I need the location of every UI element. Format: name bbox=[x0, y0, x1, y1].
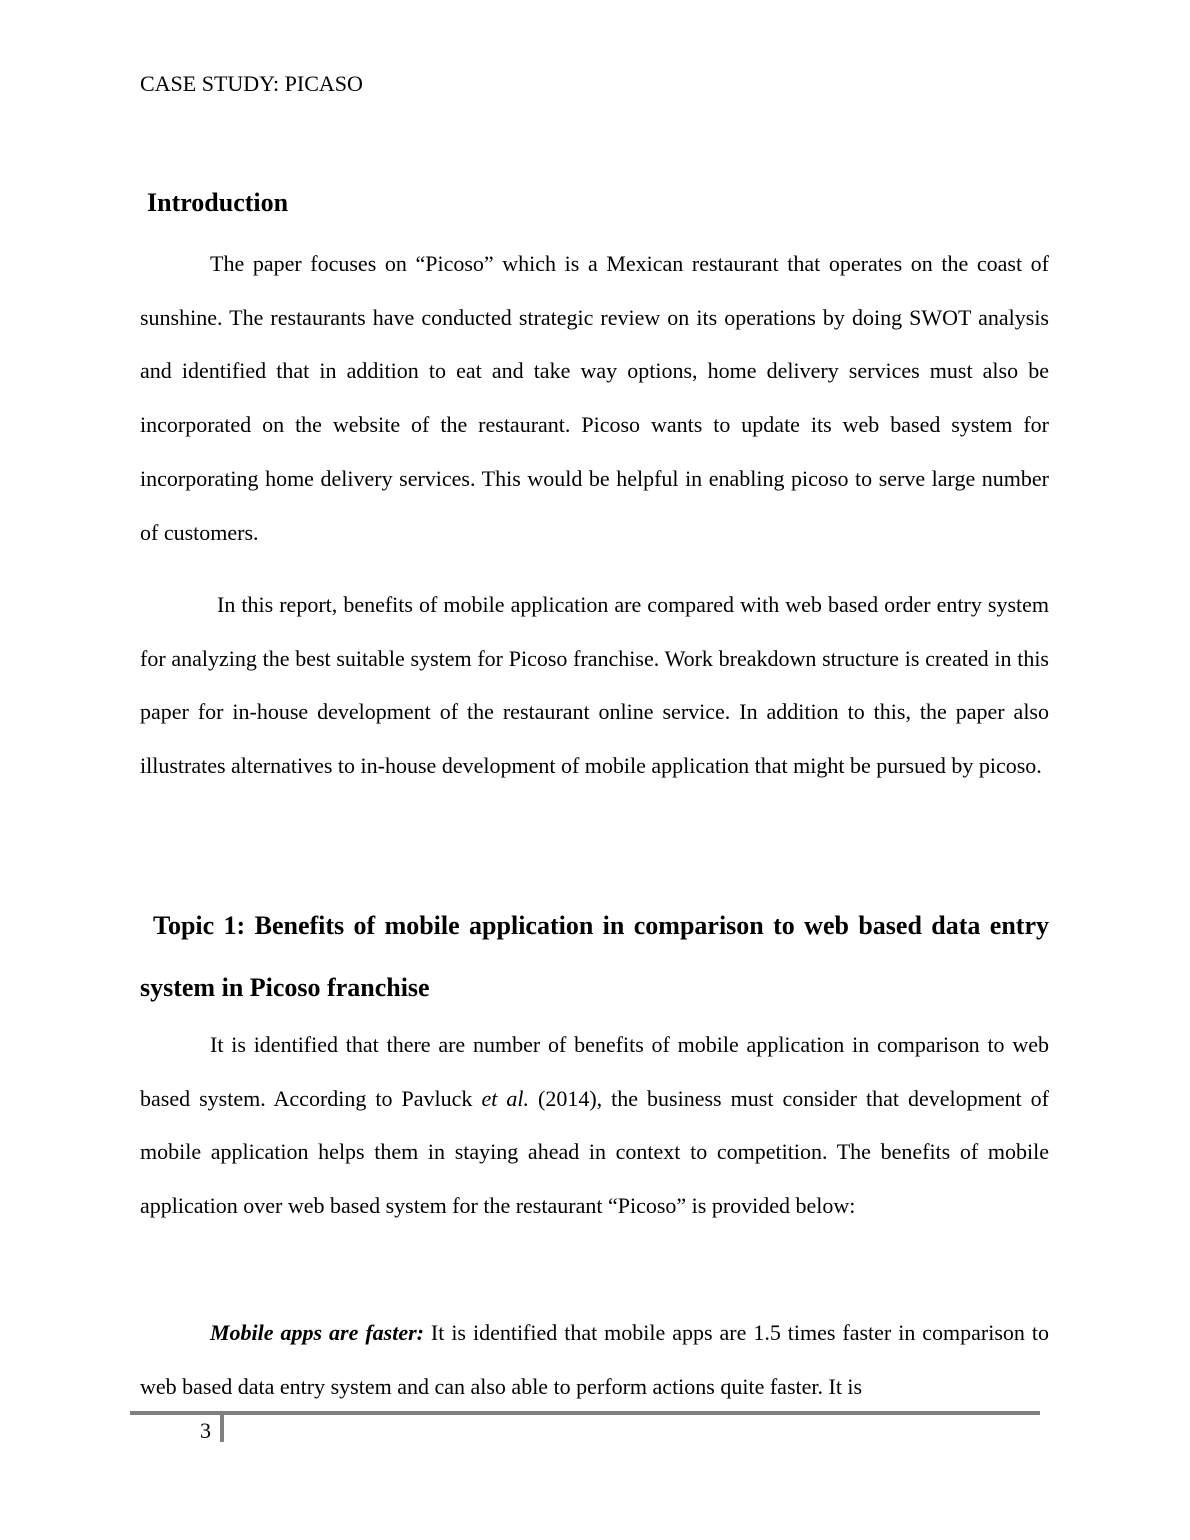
footer-rule bbox=[130, 1411, 1040, 1415]
mobile-apps-faster-point bbox=[140, 1306, 1049, 1413]
topic-1-paragraph-1-end: (2014), the business must consider that development of mobile application helps them in staying ahead in context to competition. The benefits of mobile application over web based system for the restaurant “Picoso” is provided below: bbox=[140, 1085, 1049, 1219]
running-head: CASE STUDY: PICASO bbox=[140, 71, 363, 96]
footer-page-bar bbox=[220, 1414, 224, 1442]
citation-et-al: et al. bbox=[481, 1085, 529, 1111]
intro-paragraph-1: The paper focuses on “Picoso” which is a Mexican restaurant that operates on the coast of sunshine. The restaurants have conducted strategic review on its operations by doing SWOT analysis and identified that in addition to eat and take way options, home delivery services must also be incorporated on the website of the restaurant. Picoso wants to update its web based system for incorporating home delivery services. This would be helpful in enabling picoso to serve large number of customers. bbox=[140, 251, 1049, 545]
intro-paragraph-2-text: In this report, benefits of mobile application are compared with web based order entry system for analyzing the best suitable system for Picoso franchise. Work breakdown structure is created in this paper for in-house development of the restaurant online service. In addition to this, the paper also illustrates alternatives to in-house development of mobile application that might be pursued by picoso. bbox=[140, 592, 1049, 779]
point-label: Mobile apps are faster: bbox=[210, 1320, 424, 1345]
point-text: It is identified that mobile apps are 1.5 times faster in comparison to web based data entry system and can also able to perform actions quite faster. It is bbox=[140, 1320, 1049, 1399]
intro-paragraph-2 bbox=[140, 578, 1049, 793]
topic-1-heading: Topic 1: Benefits of mobile application in comparison to web based data entry system in Picoso franchise bbox=[140, 911, 1049, 1002]
introduction-heading: Introduction bbox=[147, 188, 289, 217]
page-number: 3 bbox=[200, 1418, 211, 1443]
topic-1-paragraph-1 bbox=[140, 1018, 1049, 1233]
topic-1-paragraph-1-start: It is identified that there are number of benefits of mobile application in comparison to web based system. According to Pavluck bbox=[140, 1032, 1049, 1111]
